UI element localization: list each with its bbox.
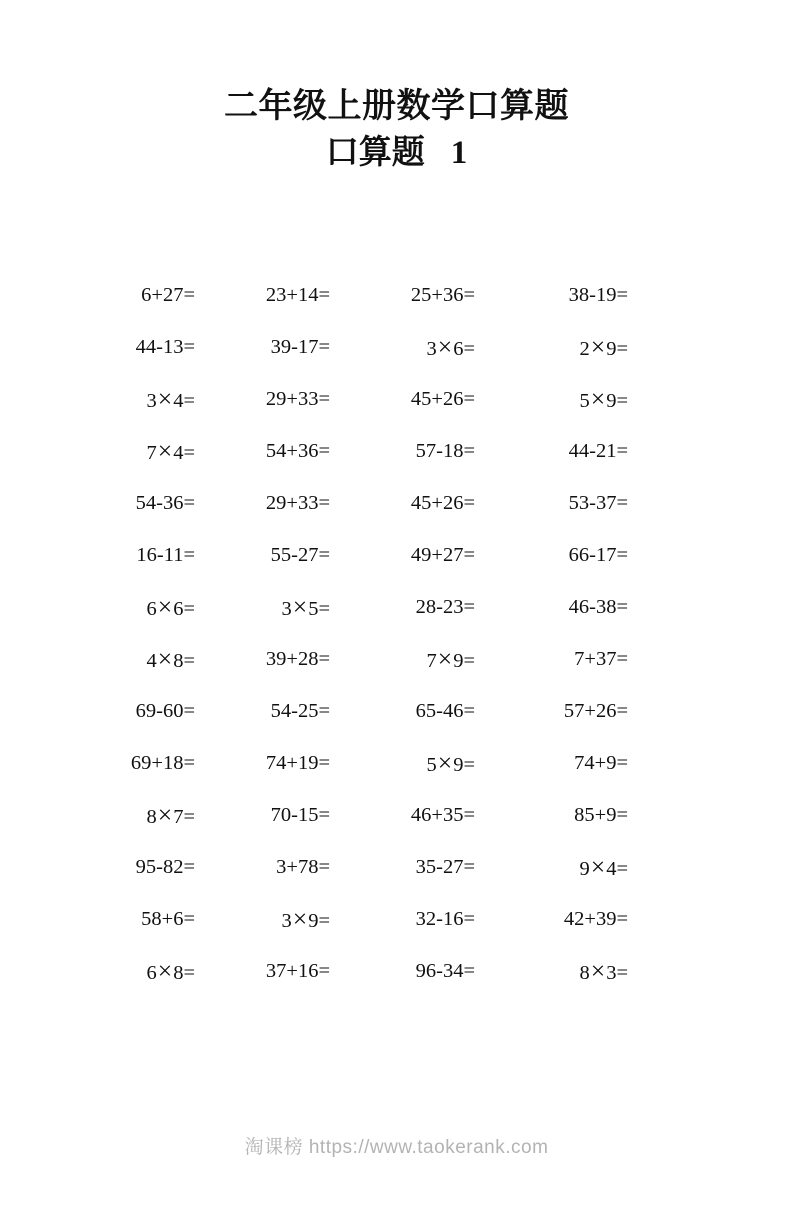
- problem: 6+27=: [141, 283, 195, 306]
- times-sign: ×: [590, 851, 606, 881]
- problem: 44-13=: [135, 335, 195, 358]
- problem: 55-27=: [270, 543, 330, 566]
- times-sign: ×: [590, 331, 606, 361]
- problem: 69+18=: [130, 751, 195, 774]
- times-sign: ×: [157, 435, 173, 465]
- problem: 35-27=: [415, 855, 475, 878]
- problem: 57-18=: [415, 439, 475, 462]
- problem: 8×3=: [579, 955, 628, 985]
- times-sign: ×: [157, 383, 173, 413]
- worksheet-subtitle: [0, 134, 793, 174]
- times-sign: ×: [437, 643, 453, 673]
- problem: 74+19=: [265, 751, 330, 774]
- problem: 3×5=: [281, 591, 330, 621]
- problem: 3×6=: [426, 331, 475, 361]
- problem: 54-36=: [135, 491, 195, 514]
- times-sign: ×: [437, 747, 453, 777]
- times-sign: ×: [157, 591, 173, 621]
- subtitle-number: 1: [450, 134, 468, 171]
- problem: 32-16=: [415, 907, 475, 930]
- problem: 6×6=: [146, 591, 195, 621]
- problem: 66-17=: [568, 543, 628, 566]
- times-sign: ×: [590, 383, 606, 413]
- problem: 39+28=: [265, 647, 330, 670]
- problem: 23+14=: [265, 283, 330, 306]
- problem: 3×9=: [281, 903, 330, 933]
- times-sign: ×: [590, 955, 606, 985]
- problem: 3×4=: [146, 383, 195, 413]
- problem: 44-21=: [568, 439, 628, 462]
- problem: 5×9=: [426, 747, 475, 777]
- problem: 39-17=: [270, 335, 330, 358]
- subtitle-label: 口算题: [325, 134, 425, 171]
- problem: 74+9=: [574, 751, 628, 774]
- problem: 46-38=: [568, 595, 628, 618]
- problem: 46+35=: [410, 803, 475, 826]
- worksheet-page: [0, 84, 793, 1158]
- problem: 5×9=: [579, 383, 628, 413]
- problem: 85+9=: [574, 803, 628, 826]
- times-sign: ×: [157, 955, 173, 985]
- problem: 7+37=: [574, 647, 628, 670]
- problem: 42+39=: [563, 907, 628, 930]
- problem: 69-60=: [135, 699, 195, 722]
- problem: 29+33=: [265, 387, 330, 410]
- times-sign: ×: [292, 903, 308, 933]
- problems-grid: [40, 269, 628, 997]
- problem: 65-46=: [415, 699, 475, 722]
- problem: 45+26=: [410, 387, 475, 410]
- problem: 4×8=: [146, 643, 195, 673]
- problem: 58+6=: [141, 907, 195, 930]
- problem: 8×7=: [146, 799, 195, 829]
- times-sign: ×: [157, 643, 173, 673]
- problem: 54+36=: [265, 439, 330, 462]
- problem: 9×4=: [579, 851, 628, 881]
- problem: 54-25=: [270, 699, 330, 722]
- problem: 6×8=: [146, 955, 195, 985]
- problem: 49+27=: [410, 543, 475, 566]
- problem: 16-11=: [136, 543, 195, 566]
- problem: 3+78=: [276, 855, 330, 878]
- problem: 7×4=: [146, 435, 195, 465]
- problem: 2×9=: [579, 331, 628, 361]
- problem: 45+26=: [410, 491, 475, 514]
- problem: 38-19=: [568, 283, 628, 306]
- times-sign: ×: [292, 591, 308, 621]
- problem: 28-23=: [415, 595, 475, 618]
- problem: 95-82=: [135, 855, 195, 878]
- problem: 25+36=: [410, 283, 475, 306]
- problem: 29+33=: [265, 491, 330, 514]
- problem: 96-34=: [415, 959, 475, 982]
- times-sign: ×: [437, 331, 453, 361]
- problem: 70-15=: [270, 803, 330, 826]
- problem: 57+26=: [563, 699, 628, 722]
- problem: 7×9=: [426, 643, 475, 673]
- problem: 53-37=: [568, 491, 628, 514]
- times-sign: ×: [157, 799, 173, 829]
- footer-watermark: 淘课榜 https://www.taokerank.com: [244, 1137, 549, 1158]
- problem: 37+16=: [265, 959, 330, 982]
- worksheet-title: 二年级上册数学口算题: [224, 88, 569, 125]
